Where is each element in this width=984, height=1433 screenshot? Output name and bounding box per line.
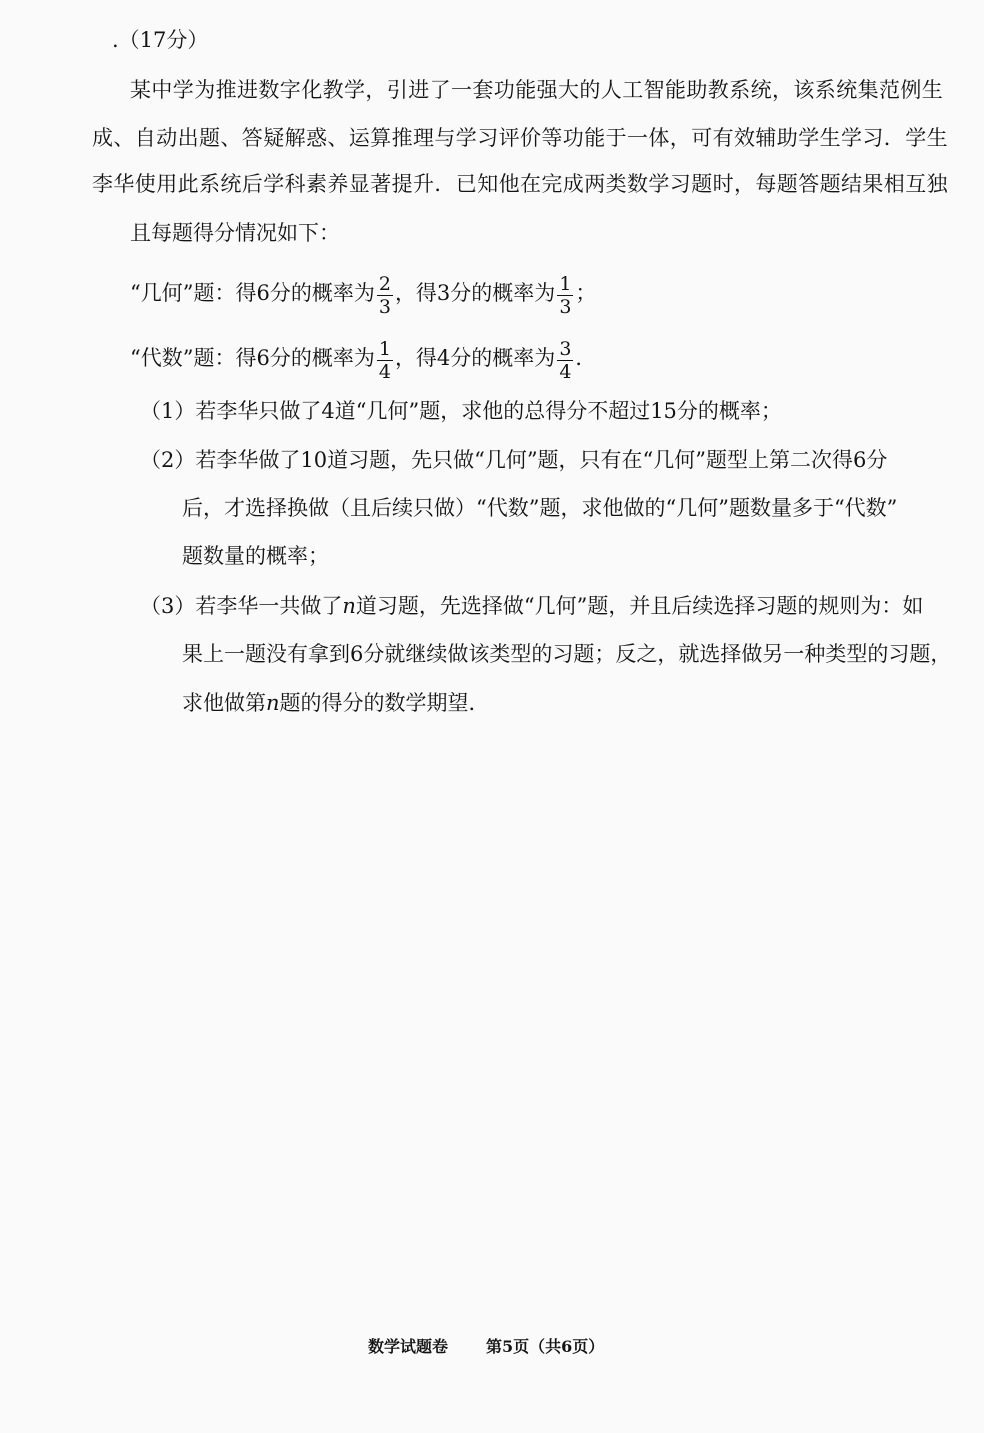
question-2-line-2: 后，才选择换做（且后续只做）“代数”题，求他做的“几何”题数量多于“代数” bbox=[182, 496, 898, 520]
algebra-probability-fraction-2 bbox=[557, 338, 573, 383]
fraction-numerator: 2 bbox=[378, 273, 391, 295]
question-3-line-3 bbox=[182, 689, 490, 717]
question-2-line-3: 题数量的概率； bbox=[182, 544, 329, 568]
geometry-lead: “几何”题：得6分的概率为 bbox=[130, 281, 375, 305]
question-3-text-d: 题的得分的数学期望． bbox=[279, 691, 490, 715]
algebra-probability-fraction-1 bbox=[377, 338, 393, 383]
variable-n: n bbox=[266, 691, 280, 715]
fraction-numerator: 1 bbox=[559, 273, 572, 295]
geometry-probability-fraction-1 bbox=[377, 273, 393, 318]
question-1: （1）若李华只做了4道“几何”题，求他的总得分不超过15分的概率； bbox=[140, 399, 782, 423]
intro-line-3: 李华使用此系统后学科素养显著提升．已知他在完成两类数学习题时，每题答题结果相互独 bbox=[92, 172, 948, 196]
question-2-line-1: （2）若李华做了10道习题，先只做“几何”题，只有在“几何”题型上第二次得6分 bbox=[140, 448, 888, 472]
problem-header: .（17分） bbox=[112, 28, 209, 52]
footer-exam-name: 数学试题卷 bbox=[368, 1337, 449, 1356]
algebra-mid: ，得4分的概率为 bbox=[394, 346, 556, 370]
question-3-line-2: 果上一题没有拿到6分就继续做该类型的习题；反之，就选择做另一种类型的习题， bbox=[182, 642, 952, 666]
geometry-mid: ，得3分的概率为 bbox=[394, 281, 556, 305]
geometry-probability-fraction-2 bbox=[557, 273, 573, 318]
question-3-line-1 bbox=[140, 592, 923, 620]
fraction-denominator: 4 bbox=[559, 361, 572, 383]
question-3-text-a: （3）若李华一共做了 bbox=[140, 594, 343, 618]
variable-n: n bbox=[342, 594, 356, 618]
geometry-probability-line bbox=[130, 272, 596, 317]
footer-page-info: 第5页（共6页） bbox=[486, 1337, 605, 1356]
fraction-denominator: 4 bbox=[378, 361, 391, 383]
intro-line-4: 且每题得分情况如下： bbox=[130, 221, 340, 245]
question-3-text-b: 道习题，先选择做“几何”题，并且后续选择习题的规则为：如 bbox=[355, 594, 924, 618]
question-3-text-c: 求他做第 bbox=[182, 691, 266, 715]
intro-line-2: 成、自动出题、答疑解惑、运算推理与学习评价等功能于一体，可有效辅助学生学习．学生 bbox=[92, 126, 948, 150]
intro-line-1: 某中学为推进数字化教学，引进了一套功能强大的人工智能助教系统，该系统集范例生 bbox=[130, 78, 944, 102]
algebra-end: ． bbox=[575, 346, 597, 370]
fraction-numerator: 1 bbox=[378, 338, 391, 360]
fraction-denominator: 3 bbox=[378, 296, 391, 318]
fraction-denominator: 3 bbox=[559, 296, 572, 318]
fraction-numerator: 3 bbox=[559, 338, 572, 360]
geometry-end: ； bbox=[575, 281, 597, 305]
algebra-lead: “代数”题：得6分的概率为 bbox=[130, 346, 375, 370]
algebra-probability-line bbox=[130, 337, 596, 382]
